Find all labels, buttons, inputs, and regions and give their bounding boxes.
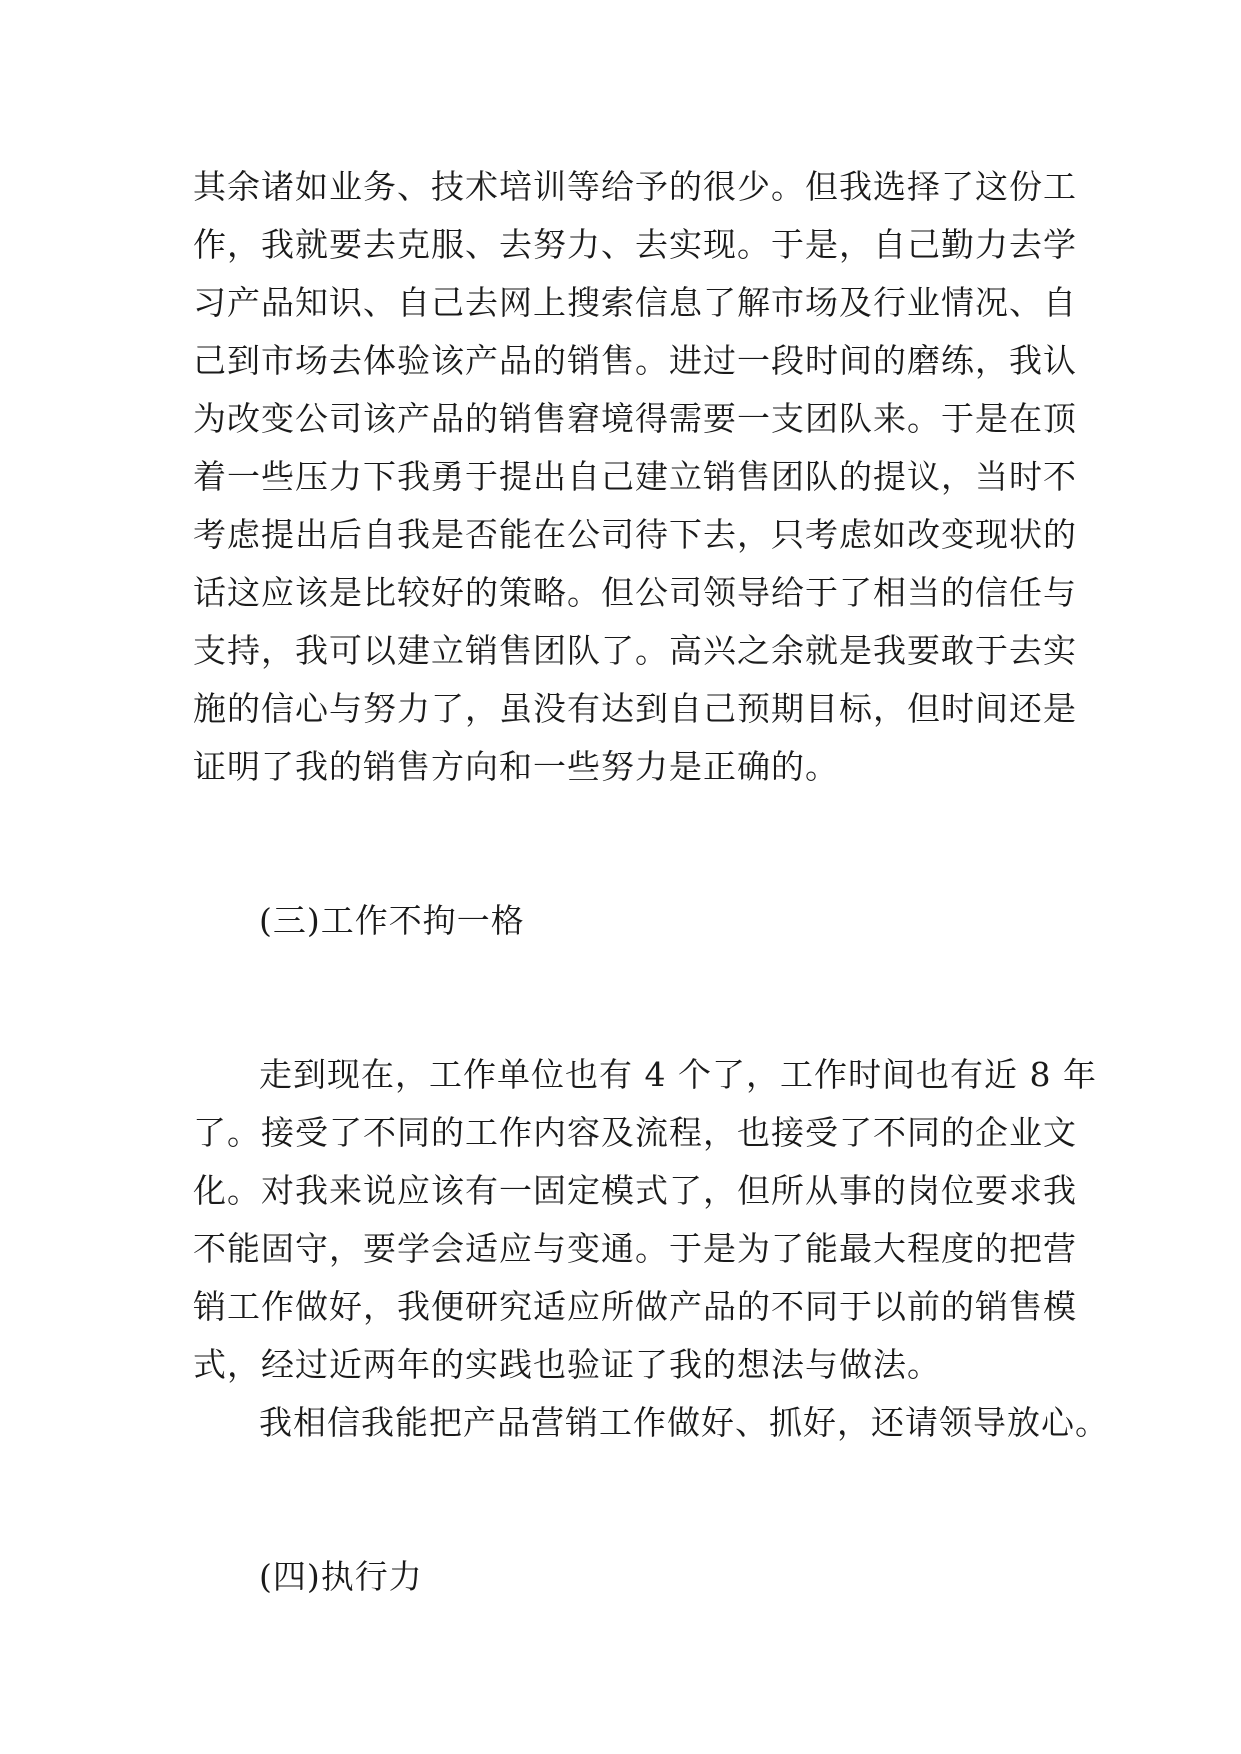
section-heading-4: (四)执行力 [259, 1557, 423, 1596]
text-line: 作，我就要去克服、去努力、去实现。于是，自己勤力去学 [193, 225, 1077, 264]
text-line: 习产品知识、自己去网上搜索信息了解市场及行业情况、自 [193, 283, 1077, 322]
text-line: 其余诸如业务、技术培训等给予的很少。但我选择了这份工 [193, 167, 1077, 206]
document-page [193, 158, 1109, 1606]
text-line: 着一些压力下我勇于提出自己建立销售团队的提议，当时不 [193, 457, 1077, 496]
text-line: 走到现在，工作单位也有 4 个了，工作时间也有近 8 年 [259, 1055, 1097, 1094]
text-line: 我相信我能把产品营销工作做好、抓好，还请领导放心。 [259, 1403, 1109, 1442]
text-line: 施的信心与努力了，虽没有达到自己预期目标，但时间还是 [193, 689, 1077, 728]
text-line: 式，经过近两年的实践也验证了我的想法与做法。 [193, 1345, 941, 1384]
paragraph-3 [193, 1394, 1109, 1452]
text-line: 化。对我来说应该有一固定模式了，但所从事的岗位要求我 [193, 1171, 1077, 1210]
text-line: 为改变公司该产品的销售窘境得需要一支团队来。于是在顶 [193, 399, 1077, 438]
text-line: 支持，我可以建立销售团队了。高兴之余就是我要敢于去实 [193, 631, 1077, 670]
section-heading-3: (三)工作不拘一格 [259, 901, 525, 940]
paragraph-2 [193, 1046, 1097, 1394]
paragraph-1 [193, 158, 1077, 796]
text-line: 话这应该是比较好的策略。但公司领导给于了相当的信任与 [193, 573, 1077, 612]
spacer [193, 950, 1051, 1046]
text-line: 己到市场去体验该产品的销售。进过一段时间的磨练，我认 [193, 341, 1077, 380]
text-line: 销工作做好，我便研究适应所做产品的不同于以前的销售模 [193, 1287, 1077, 1326]
text-line: 证明了我的销售方向和一些努力是正确的。 [193, 747, 839, 786]
spacer [193, 796, 1051, 892]
spacer [193, 1452, 1051, 1548]
text-line: 了。接受了不同的工作内容及流程，也接受了不同的企业文 [193, 1113, 1077, 1152]
text-line: 不能固守，要学会适应与变通。于是为了能最大程度的把营 [193, 1229, 1077, 1268]
text-line: 考虑提出后自我是否能在公司待下去，只考虑如改变现状的 [193, 515, 1077, 554]
